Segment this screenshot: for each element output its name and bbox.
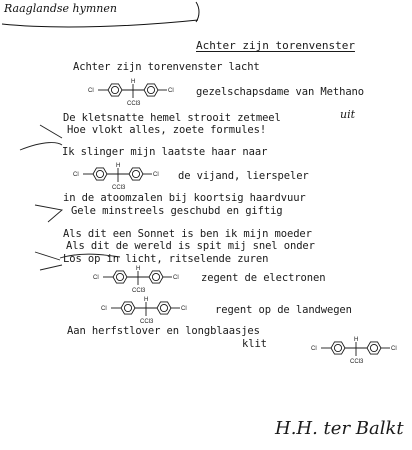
chlorine-left-label: Cl	[88, 88, 94, 94]
ccl3-label: CCl3	[350, 359, 364, 365]
signature: H.H. ter Balkt	[275, 418, 404, 439]
hydrogen-label: H	[354, 337, 359, 343]
benzene-ring-left	[93, 168, 107, 180]
chlorine-left-label: Cl	[311, 346, 317, 352]
hydrogen-label: H	[116, 163, 121, 169]
poem-line-2: gezelschapsdame van Methano	[196, 86, 364, 98]
chlorine-left-label: Cl	[73, 172, 79, 178]
chlorine-right-label: Cl	[173, 275, 179, 281]
poem-line-8: Gele minstreels geschubd en giftig	[71, 205, 283, 217]
poem-line-13: regent op de landwegen	[215, 304, 352, 316]
ddt-structure-icon	[87, 76, 179, 114]
ccl3-label: CCl3	[132, 288, 146, 294]
poem-title: Achter zijn torenvenster	[196, 39, 355, 52]
ddt-structure-svg	[92, 263, 184, 297]
poem-line-15: klit	[242, 338, 267, 350]
ddt-structure-svg	[72, 160, 164, 194]
poem-line-12: zegent de electronen	[201, 272, 326, 284]
poem-line-10: Als dit de wereld is spit mij snel onder	[66, 240, 315, 252]
ccl3-label: CCl3	[127, 101, 141, 107]
ddt-structure-svg	[87, 76, 179, 110]
poem-line-6: de vijand, lierspeler	[178, 170, 309, 182]
ccl3-label: CCl3	[112, 185, 126, 191]
ddt-structure-svg	[310, 334, 402, 368]
poem-line-3: De kletsnatte hemel strooit zetmeel	[63, 112, 281, 124]
chlorine-right-label: Cl	[391, 346, 397, 352]
hydrogen-label: H	[131, 79, 136, 85]
poem-line-5: Ik slinger mijn laatste haar naar	[62, 146, 268, 158]
benzene-ring-left	[108, 84, 122, 96]
handwritten-title: Raaglandse hymnen	[4, 2, 117, 15]
benzene-ring-right	[149, 271, 163, 283]
hydrogen-label: H	[136, 266, 141, 272]
poem-line-7: in de atoomzalen bij koortsig haardvuur	[63, 192, 306, 204]
handwritten-insert: uit	[340, 108, 356, 121]
benzene-ring-right	[129, 168, 143, 180]
poem-line-11: Los op in licht, ritselende zuren	[63, 253, 269, 265]
poem-line-9: Als dit een Sonnet is ben ik mijn moeder	[63, 228, 312, 240]
poem-line-1: Achter zijn torenvenster lacht	[73, 61, 260, 73]
hydrogen-label: H	[144, 297, 149, 303]
chlorine-right-label: Cl	[168, 88, 174, 94]
benzene-ring-right	[144, 84, 158, 96]
poem-line-4: Hoe vlokt alles, zoete formules!	[67, 124, 267, 136]
benzene-ring-right	[367, 342, 381, 354]
chlorine-right-label: Cl	[181, 306, 187, 312]
chlorine-right-label: Cl	[153, 172, 159, 178]
ddt-structure-icon	[310, 334, 402, 372]
chlorine-left-label: Cl	[93, 275, 99, 281]
ccl3-label: CCl3	[140, 319, 154, 325]
benzene-ring-right	[157, 302, 171, 314]
chlorine-left-label: Cl	[101, 306, 107, 312]
benzene-ring-left	[113, 271, 127, 283]
benzene-ring-left	[121, 302, 135, 314]
ddt-structure-icon	[72, 160, 164, 198]
ddt-structure-svg	[100, 294, 192, 328]
benzene-ring-left	[331, 342, 345, 354]
poem-line-14: Aan herfstlover en longblaasjes	[67, 325, 260, 337]
ddt-structure-icon	[100, 294, 192, 332]
